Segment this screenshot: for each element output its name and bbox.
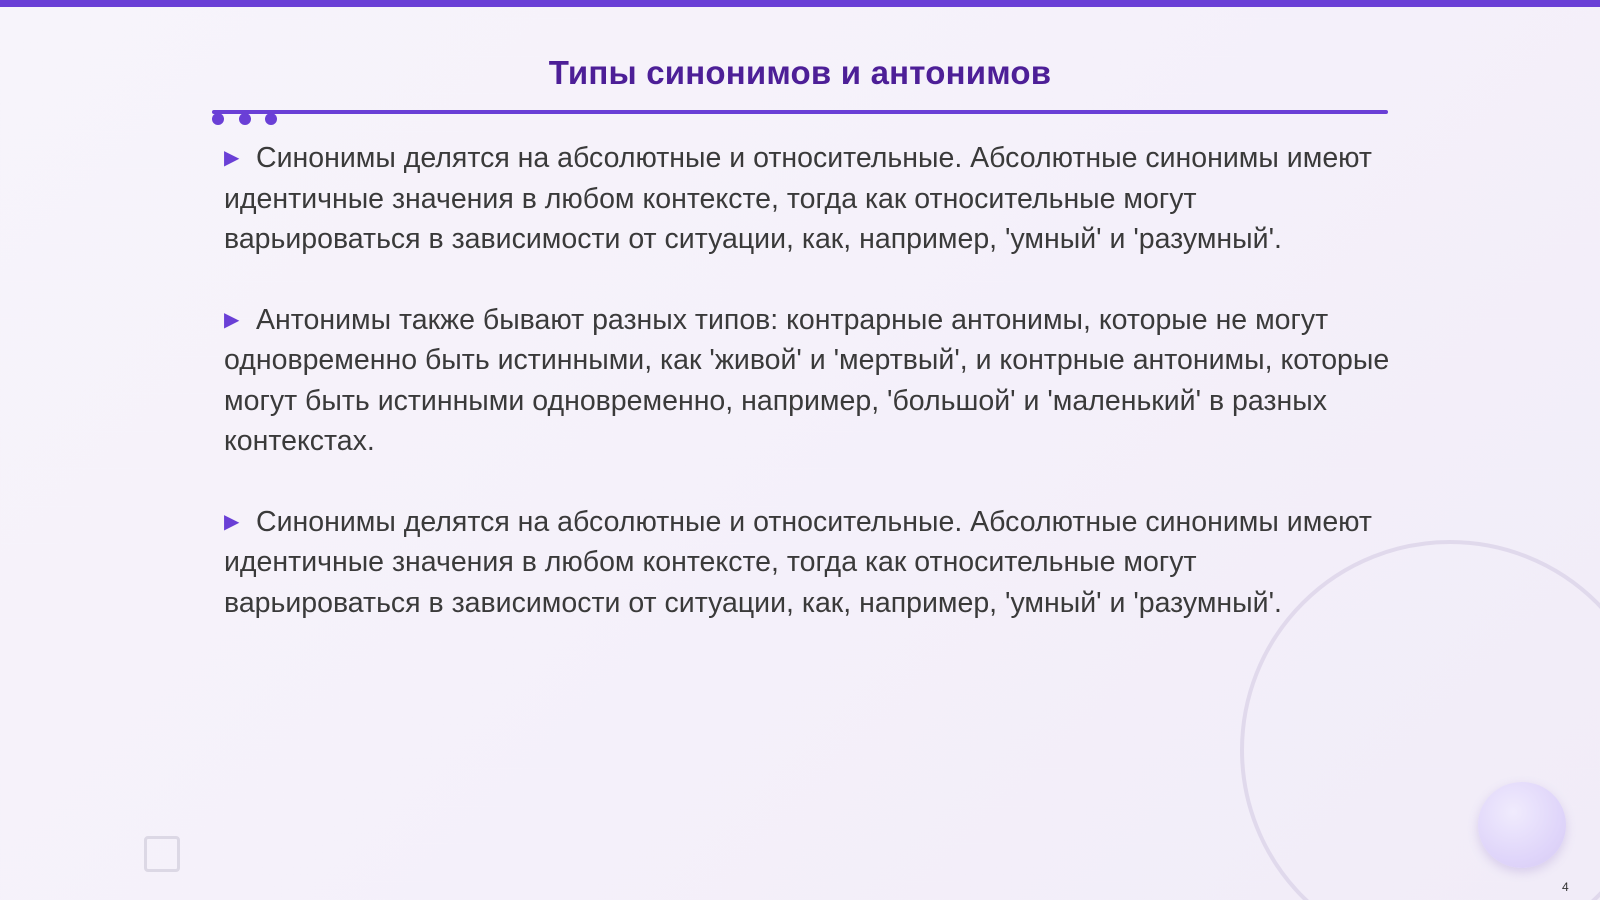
slide-title: Типы синонимов и антонимов: [548, 54, 1052, 91]
decorative-square: [144, 836, 180, 872]
bullet-text: Синонимы делятся на абсолютные и относительные. Абсолютные синонимы имеют идентичные значения в любом контексте, тогда как относительные могут варьироваться в зависимости от ситуации, как, например, 'умный' и 'разумный'.: [224, 142, 1372, 255]
bullet-list: [224, 138, 1394, 663]
title-underline: [212, 110, 1388, 114]
decor-dot: [212, 113, 224, 125]
triangle-right-icon: ▶: [224, 308, 240, 331]
bullet-item: [224, 138, 1394, 260]
triangle-right-icon: ▶: [224, 147, 240, 169]
bullet-item: [224, 300, 1394, 462]
bullet-text: Антонимы также бывают разных типов: контрарные антонимы, которые не могут одновременно быть истинными, как 'живой' и 'мертвый', и контрные антонимы, которые могут быть истинными одновременно, например, 'большой' и 'маленький' в разных контекстах.: [224, 303, 1390, 457]
bullet-text: Синонимы делятся на абсолютные и относительные. Абсолютные синонимы имеют идентичные значения в любом контексте, тогда как относительные могут варьироваться в зависимости от ситуации, как, например, 'умный' и 'разумный'.: [224, 505, 1372, 619]
decorative-circle: [1478, 782, 1566, 868]
triangle-right-icon: ▶: [224, 510, 240, 533]
decor-dot: [239, 113, 251, 125]
bullet-item: [224, 502, 1394, 624]
decor-dot: [265, 113, 277, 125]
top-accent-bar: [0, 0, 1600, 7]
page-number: 4: [1562, 880, 1569, 894]
